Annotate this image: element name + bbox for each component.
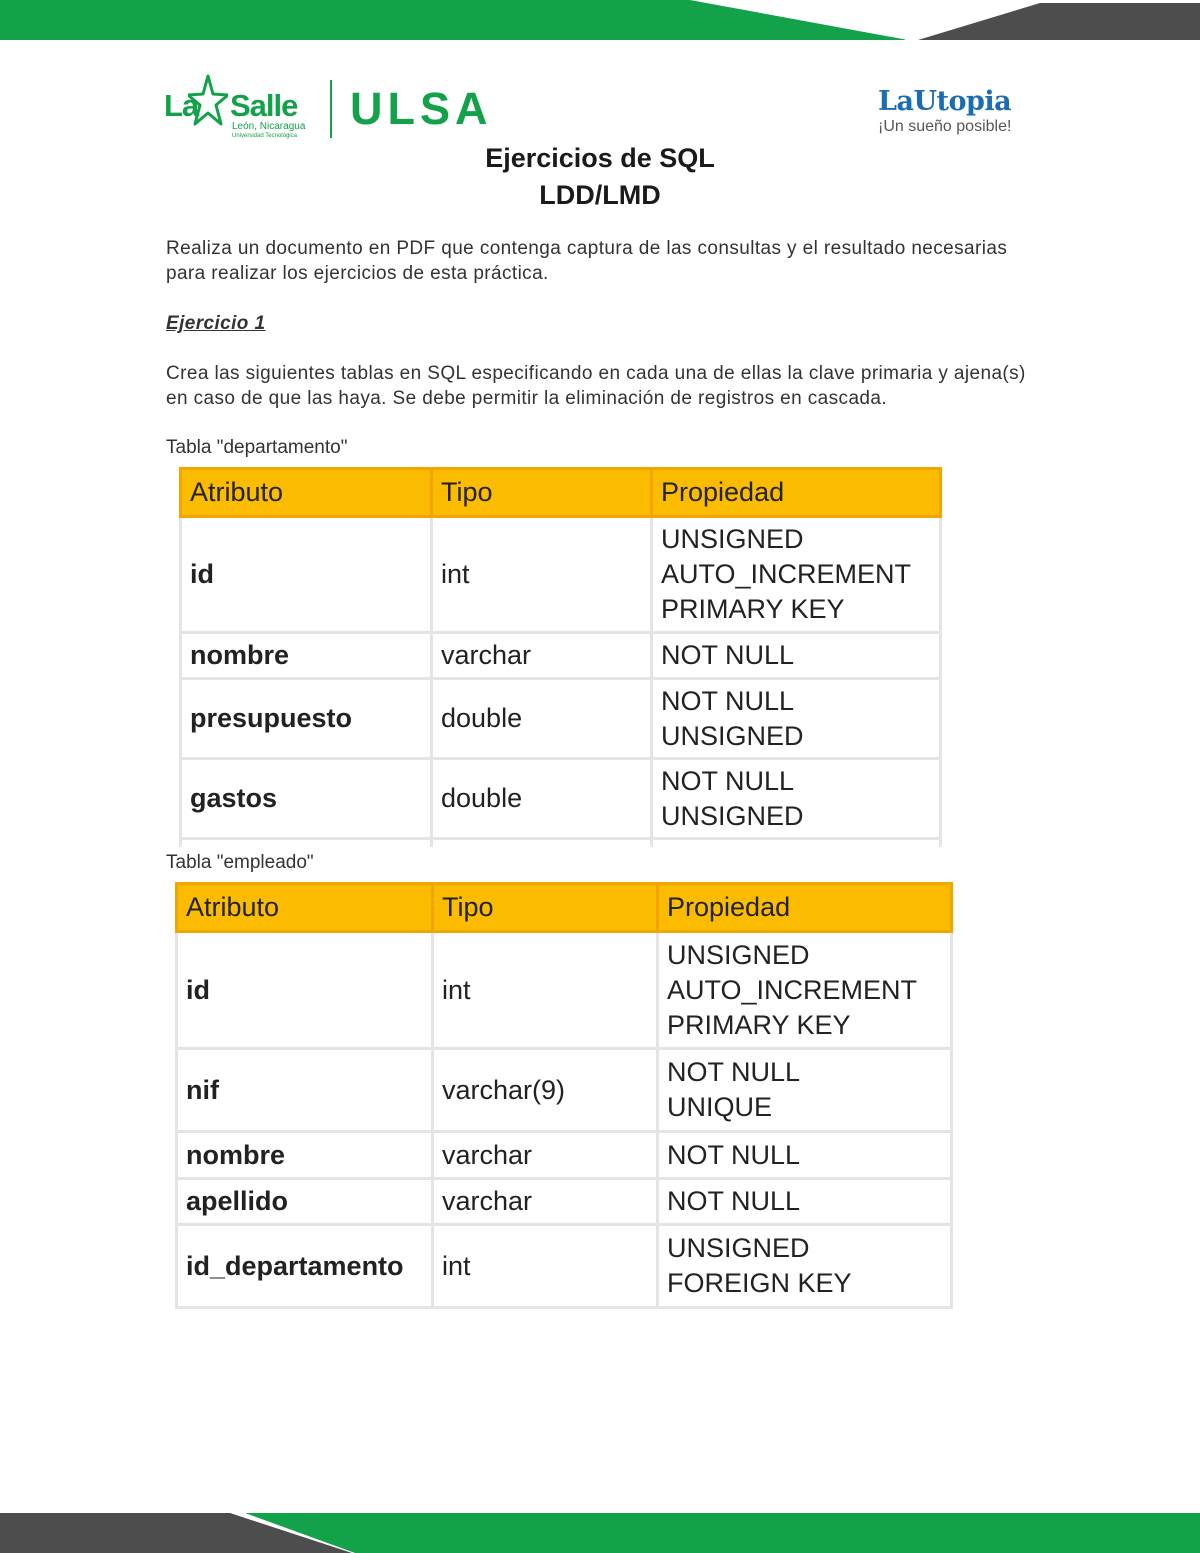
property-cell: [652, 839, 941, 848]
attribute-name-cell: nombre: [177, 1132, 433, 1179]
column-header: Atributo: [177, 884, 433, 932]
table-row: [181, 679, 941, 759]
type-cell: varchar: [433, 1132, 658, 1179]
lautopia-logo: [878, 86, 1011, 136]
table-departamento: [179, 467, 942, 847]
property-cell: NOT NULL UNSIGNED: [652, 759, 941, 839]
exercise-heading: Ejercicio 1: [166, 313, 266, 334]
attribute-name-cell: id: [181, 517, 432, 633]
property-cell: NOT NULL: [658, 1132, 952, 1179]
type-cell: int: [432, 517, 652, 633]
lasalle-university: Universidad Tecnológica: [232, 133, 297, 139]
type-cell: [432, 839, 652, 848]
table-caption-departamento: Tabla "departamento": [166, 437, 348, 458]
table-row: [181, 839, 941, 848]
attribute-name-cell: id_departamento: [177, 1225, 433, 1308]
attribute-name-cell: [181, 839, 432, 848]
page-title: Ejercicios de SQL: [485, 143, 715, 173]
lasalle-word-salle: Salle: [230, 88, 298, 123]
star-icon: [188, 74, 228, 130]
table-row: [177, 1049, 952, 1132]
property-cell: NOT NULL UNSIGNED: [652, 679, 941, 759]
attribute-name-cell: nombre: [181, 633, 432, 679]
table-row: [177, 1225, 952, 1308]
column-header: Atributo: [181, 469, 432, 517]
type-cell: varchar: [432, 633, 652, 679]
property-cell: UNSIGNED FOREIGN KEY: [658, 1225, 952, 1308]
top-decorative-band: [0, 0, 1200, 42]
column-header: Tipo: [432, 469, 652, 517]
column-header: Tipo: [433, 884, 658, 932]
type-cell: varchar: [433, 1179, 658, 1225]
table-row: [181, 633, 941, 679]
attribute-name-cell: id: [177, 932, 433, 1049]
column-header: Propiedad: [658, 884, 952, 932]
ulsa-logo: ULSA: [350, 83, 493, 134]
property-cell: UNSIGNED AUTO_INCREMENT PRIMARY KEY: [652, 517, 941, 633]
property-cell: NOT NULL: [652, 633, 941, 679]
type-cell: double: [432, 679, 652, 759]
page-subtitle: LDD/LMD: [539, 180, 661, 210]
lautopia-tagline: ¡Un sueño posible!: [878, 118, 1012, 135]
logo-divider: [330, 80, 332, 138]
table-row: [177, 932, 952, 1049]
table-empleado: [175, 882, 953, 1309]
bottom-decorative-band: [0, 1512, 1200, 1553]
property-cell: UNSIGNED AUTO_INCREMENT PRIMARY KEY: [658, 932, 952, 1049]
exercise-description: Crea las siguientes tablas en SQL especificando en cada una de ellas la clave primaria y ajena(s) en caso de que las haya. Se debe permitir la eliminación de registros en cascada.: [166, 363, 1026, 409]
intro-paragraph: Realiza un documento en PDF que contenga captura de las consultas y el resultado necesarias para realizar los ejercicios de esta práctica.: [166, 238, 1008, 284]
lautopia-wordmark: LaUtopia: [878, 86, 1012, 117]
type-cell: int: [433, 932, 658, 1049]
column-header: Propiedad: [652, 469, 941, 517]
attribute-name-cell: nif: [177, 1049, 433, 1132]
type-cell: int: [433, 1225, 658, 1308]
attribute-name-cell: apellido: [177, 1179, 433, 1225]
table-row: [177, 1179, 952, 1225]
attribute-name-cell: gastos: [181, 759, 432, 839]
property-cell: NOT NULL UNIQUE: [658, 1049, 952, 1132]
type-cell: double: [432, 759, 652, 839]
table-departamento-wrapper: [170, 467, 950, 847]
table-row: [181, 517, 941, 633]
table-row: [181, 759, 941, 839]
property-cell: NOT NULL: [658, 1179, 952, 1225]
attribute-name-cell: presupuesto: [181, 679, 432, 759]
lasalle-logo: [164, 74, 316, 142]
table-caption-empleado: Tabla "empleado": [166, 852, 314, 873]
table-row: [177, 1132, 952, 1179]
type-cell: varchar(9): [433, 1049, 658, 1132]
lasalle-location: León, Nicaragua: [232, 121, 306, 132]
lasalle-word-la: La: [164, 88, 199, 123]
